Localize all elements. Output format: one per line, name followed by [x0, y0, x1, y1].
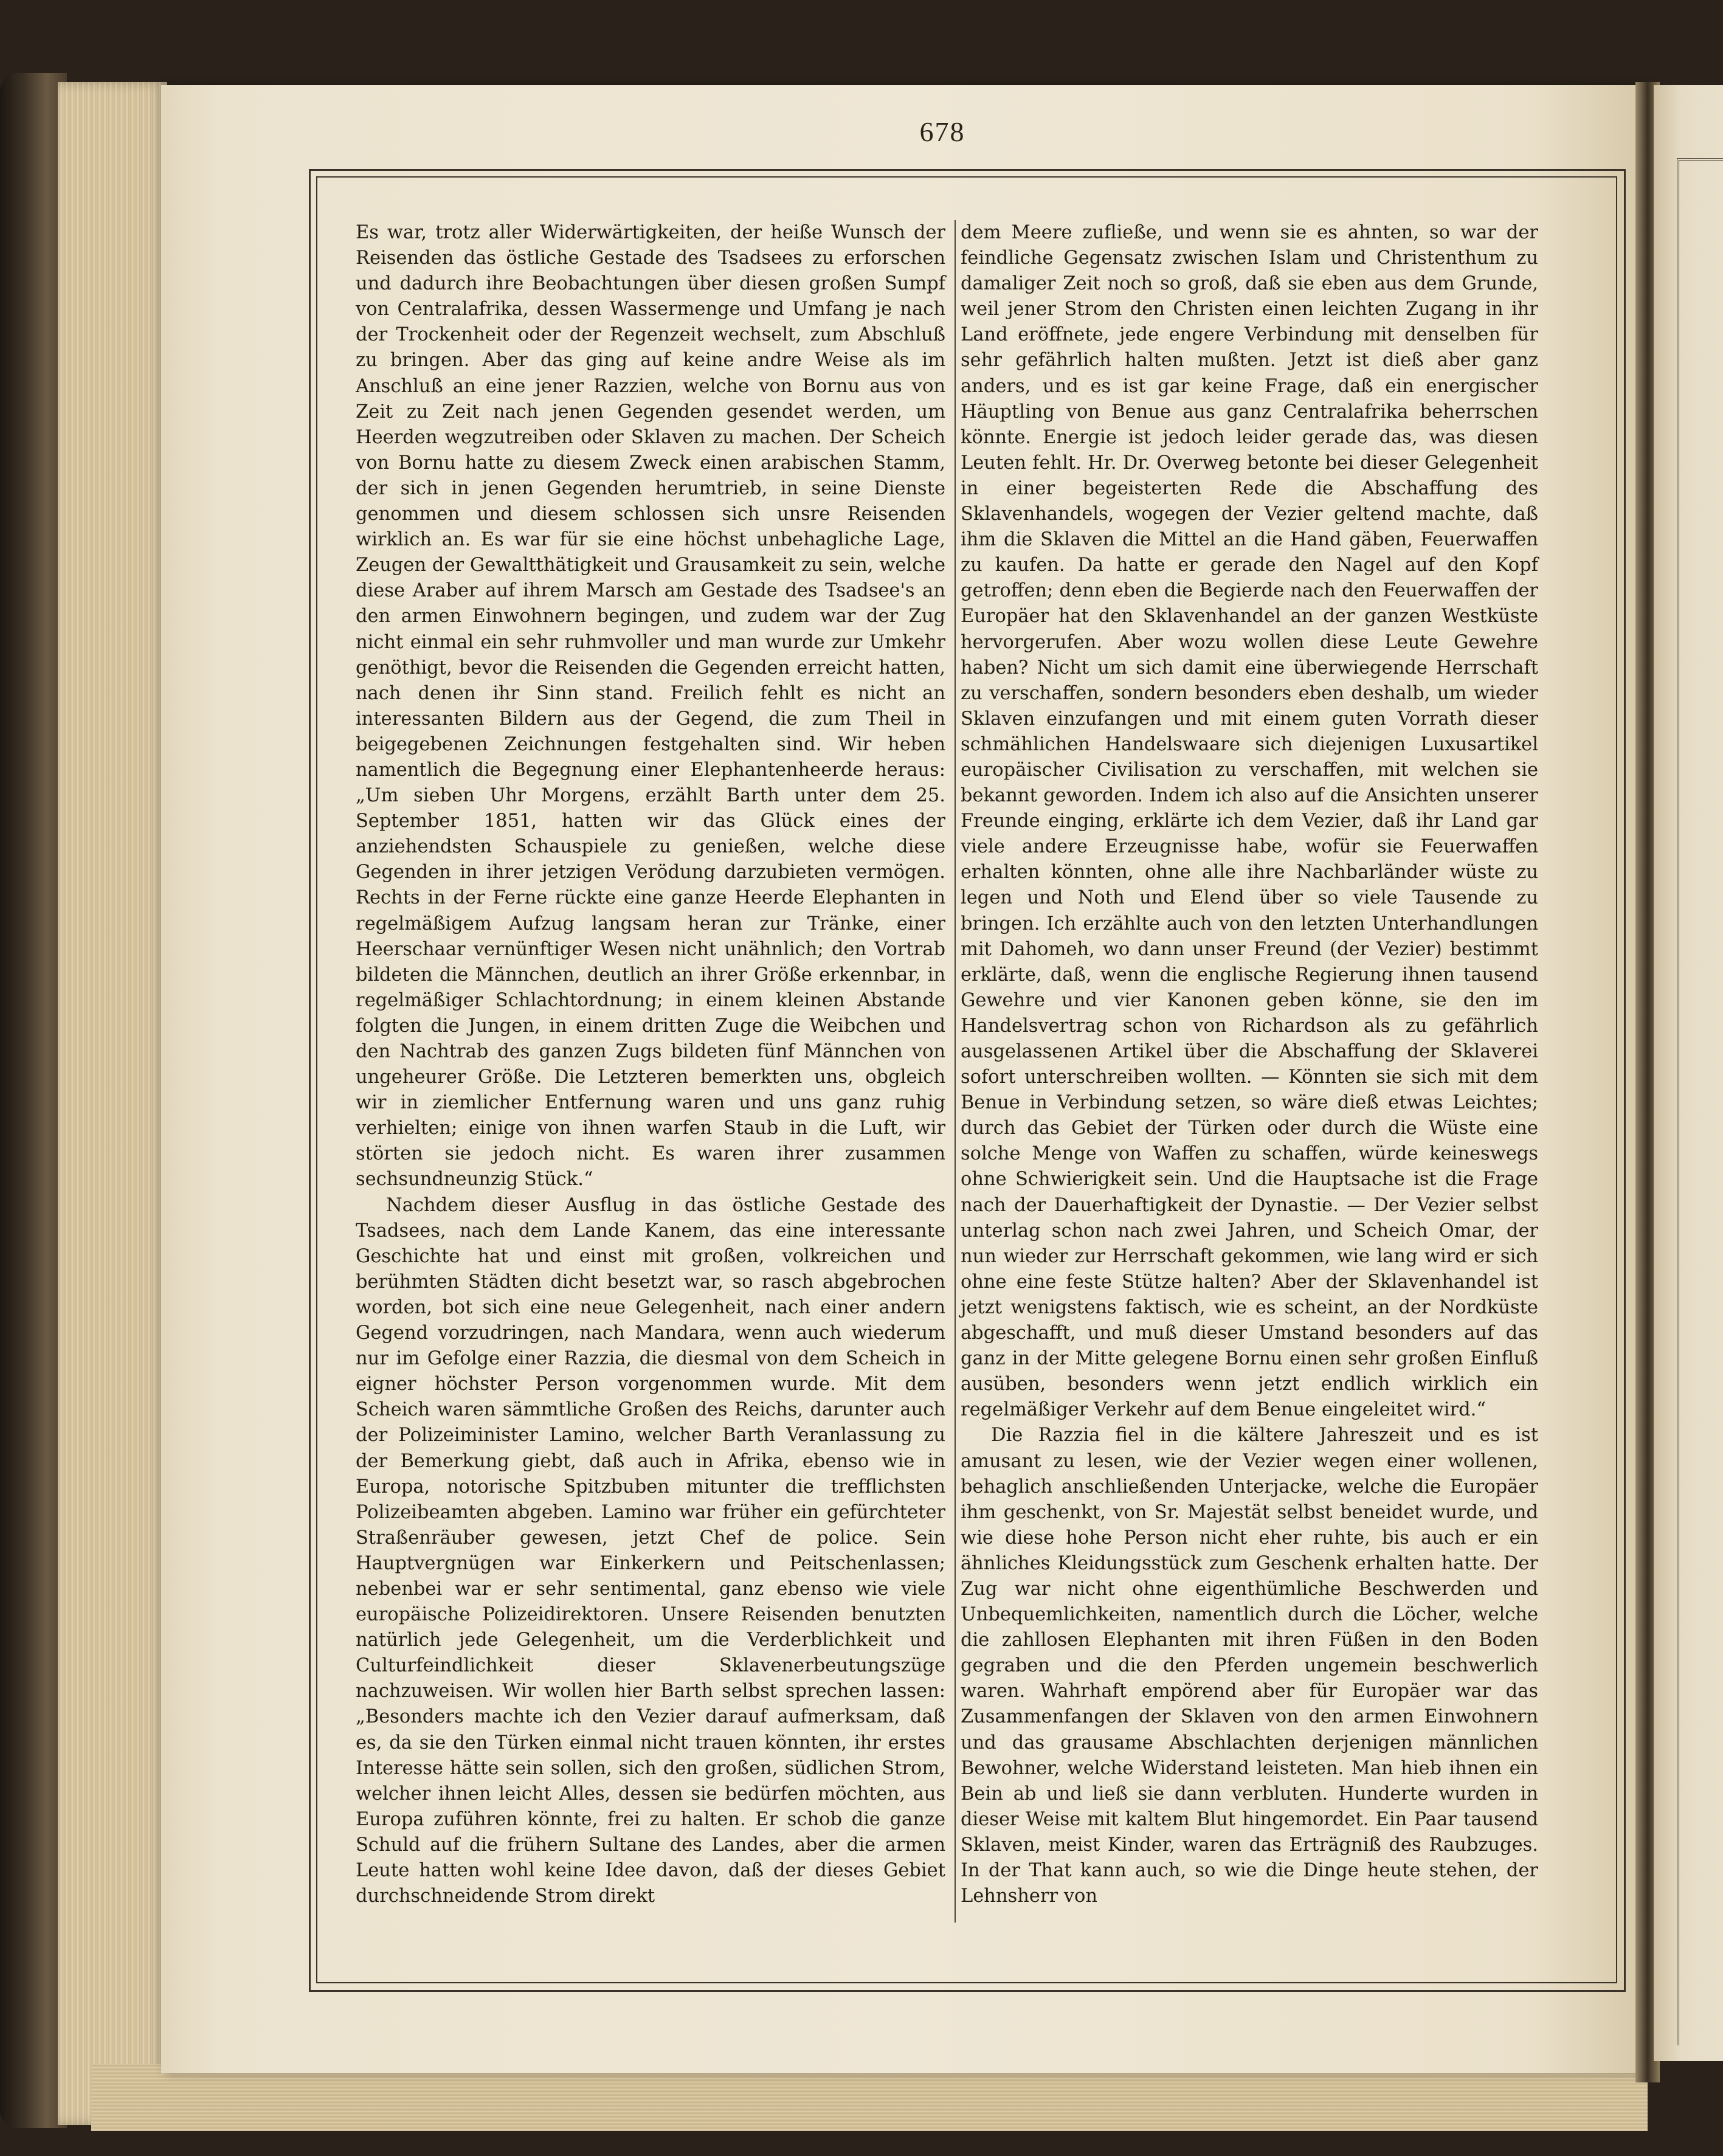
- page-stack-bottom: [91, 2064, 1648, 2131]
- paragraph: Nachdem dieser Ausflug in das östliche Gestade des Tsadsees, nach dem Lande Kanem, das eine interessante Geschichte hat und einst mit großen, volkreichen und berühmten Städten dicht besetzt war, so rasch abgebrochen worden, bot sich eine neue Gelegenheit, nach einer andern Gegend vorzudringen, nach Mandara, wenn auch wiederum nur im Gefolge einer Razzia, die diesmal von dem Scheich in eigner höchster Person vorgenommen wurde. Mit dem Scheich waren sämmtliche Großen des Reichs, darunter auch der Polizeiminister Lamino, welcher Barth Veranlassung zu der Bemerkung giebt, daß auch in Afrika, ebenso wie in Europa, notorische Spitzbuben mitunter die trefflichsten Polizeibeamten abgeben. Lamino war früher ein gefürchteter Straßenräuber gewesen, jetzt Chef de police. Sein Hauptvergnügen war Einkerkern und Peitschenlassen; nebenbei war er sehr sentimental, ganz ebenso wie viele europäische Polizeidirektoren. Unsere Reisenden benutzten natürlich jede Gelegenheit, um die Verderblichkeit und Culturfeindlichkeit dieser Sklavenerbeutungszüge nachzuweisen. Wir wollen hier Barth selbst sprechen lassen: „Besonders machte ich den Vezier darauf aufmerksam, daß es, da sie den Türken einmal nicht trauen könnten, ihr erstes Interesse hätte sein sollen, sich den großen, südlichen Strom, welcher ihnen leicht Alles, dessen sie bedürfen möchten, aus Europa zuführen könnte, frei zu halten. Er schob die ganze Schuld auf die frühern Sultane des Landes, aber die armen Leute hatten wohl keine Idee davon, daß der dieses Gebiet durchschneidende Strom direkt: [356, 1194, 945, 1907]
- book-binding-edge: [0, 73, 67, 2128]
- right-column: [961, 220, 1538, 1909]
- facing-page-frame: [1677, 158, 1723, 2045]
- paragraph: Es war, trotz aller Widerwärtigkeiten, der heiße Wunsch der Reisenden das östliche Gestade des Tsadsees zu erforschen und dadurch ihre Beobachtungen über diesen großen Sumpf von Centralafrika, dessen Wassermenge und Umfang je nach der Trockenheit oder der Regenzeit wechselt, zum Abschluß zu bringen. Aber das ging auf keine andre Weise als im Anschluß an eine jener Razzien, welche von Bornu aus von Zeit zu Zeit nach jenen Gegenden gesendet werden, um Heerden wegzutreiben oder Sklaven zu machen. Der Scheich von Bornu hatte zu diesem Zweck einen arabischen Stamm, der sich in jenen Gegenden herumtrieb, in seine Dienste genommen und diesem schlossen sich unsre Reisenden wirklich an. Es war für sie eine höchst unbehagliche Lage, Zeugen der Gewaltthätigkeit und Grausamkeit zu sein, welche diese Araber auf ihrem Marsch am Gestade des Tsadsee's an den armen Einwohnern begingen, und zudem war der Zug nicht einmal ein sehr ruhmvoller und man wurde zur Umkehr genöthigt, bevor die Reisenden die Gegenden erreicht hatten, nach denen ihr Sinn stand. Freilich fehlt es nicht an interessanten Bildern aus der Gegend, die zum Theil in beigegebenen Zeichnungen festgehalten sind. Wir heben namentlich die Begegnung einer Elephantenheerde heraus: „Um sieben Uhr Morgens, erzählt Barth unter dem 25. September 1851, hatten wir das Glück eines der anziehendsten Schauspiele zu genießen, welche diese Gegenden in ihrer jetzigen Verödung darzubieten vermögen. Rechts in der Ferne rückte eine ganze Heerde Elephanten in regelmäßigem Aufzug langsam heran zur Tränke, einer Heerschaar vernünftiger Wesen nicht unähnlich; den Vortrab bildeten die Männchen, deutlich an ihrer Größe erkennbar, in regelmäßiger Schlachtordnung; in einem kleinen Abstande folgten die Jungen, in einem dritten Zuge die Weibchen und den Nachtrab des ganzen Zugs bildeten fünf Männchen von ungeheurer Größe. Die Letzteren bemerkten uns, obgleich wir in ziemlicher Entfernung waren und uns ganz ruhig verhielten; einige von ihnen warfen Staub in die Luft, wir störten sie jedoch nicht. Es waren ihrer zusammen sechsundneunzig Stück.“: [356, 222, 945, 1190]
- column-divider: [955, 220, 956, 1923]
- page-stack-side: [58, 82, 167, 2125]
- page-number: 678: [919, 116, 965, 147]
- paragraph: dem Meere zufließe, und wenn sie es ahnten, so war der feindliche Gegensatz zwischen Islam und Christenthum zu damaliger Zeit noch so groß, daß sie eben aus dem Grunde, weil jener Strom den Christen einen leichten Zugang in ihr Land eröffnete, jede engere Verbindung mit denselben für sehr gefährlich halten mußten. Jetzt ist dieß aber ganz anders, und es ist gar keine Frage, daß ein energischer Häuptling von Benue aus ganz Centralafrika beherrschen könnte. Energie ist jedoch leider gerade das, was diesen Leuten fehlt. Hr. Dr. Overweg betonte bei dieser Gelegenheit in einer begeisterten Rede die Abschaffung des Sklavenhandels, wogegen der Vezier geltend machte, daß ihm die Sklaven die Mittel an die Hand gäben, Feuerwaffen zu kaufen. Da hatte er gerade den Nagel auf den Kopf getroffen; denn eben die Begierde nach den Feuerwaffen der Europäer hat den Sklavenhandel an der ganzen Westküste hervorgerufen. Aber wozu wollen diese Leute Gewehre haben? Nicht um sich damit eine überwiegende Herrschaft zu verschaffen, sondern besonders eben deshalb, um wieder Sklaven einzufangen und mit einem guten Vorrath dieser schmählichen Handelswaare sich diejenigen Luxusartikel europäischer Civilisation zu verschaffen, mit welchen sie bekannt geworden. Indem ich also auf die Ansichten unserer Freunde einging, erklärte ich dem Vezier, daß ihr Land gar viele andere Erzeugnisse habe, wofür sie Feuerwaffen erhalten könnten, ohne alle ihre Nachbarländer wüste zu legen und Noth und Elend über so viele Tausende zu bringen. Ich erzählte auch von den letzten Unterhandlungen mit Dahomeh, wo dann unser Freund (der Vezier) bestimmt erklärte, daß, wenn die englische Regierung ihnen tausend Gewehre und vier Kanonen geben könne, sie den im Handelsvertrag schon von Richardson als zu gefährlich ausgelassenen Artikel über die Abschaffung der Sklaverei sofort unterschreiben wollten. — Könnten sie sich mit dem Benue in Verbindung setzen, so wäre dieß etwas Leichtes; durch das Gebiet der Türken oder durch die Wüste eine solche Menge von Waffen zu schaffen, würde keineswegs ohne Schwierigkeit sein. Und die Hauptsache ist die Frage nach der Dauerhaftigkeit der Dynastie. — Der Vezier selbst unterlag schon nach zwei Jahren, und Scheich Omar, der nun wieder zur Herrschaft gekommen, wie lang wird er sich ohne eine feste Stütze halten? Aber der Sklavenhandel ist jetzt wenigstens faktisch, wie es scheint, an der Nordküste abgeschafft, und muß dieser Umstand besonders auf das ganz in der Mitte gelegene Bornu einen sehr großen Einfluß ausüben, besonders wenn jetzt endlich wirklich ein regelmäßiger Verkehr auf dem Benue eingeleitet wird.“: [961, 222, 1538, 1421]
- paragraph: Die Razzia fiel in die kältere Jahreszeit und es ist amusant zu lesen, wie der Vezier wegen einer wollenen, behaglich anschließenden Unterjacke, welche die Europäer ihm geschenkt, von Sr. Majestät selbst beneidet wurde, und wie diese hohe Person nicht eher ruhte, bis auch er ein ähnliches Kleidungsstück zum Geschenk erhalten hatte. Der Zug war nicht ohne eigenthümliche Beschwerden und Unbequemlichkeiten, namentlich durch die Löcher, welche die zahllosen Elephanten mit ihren Füßen in den Boden gegraben und die den Pferden ungemein beschwerlich waren. Wahrhaft empörend aber für Europäer war das Zusammenfangen der Sklaven von den armen Einwohnern und das grausame Abschlachten derjenigen männlichen Bewohner, welche Widerstand leisteten. Man hieb ihnen ein Bein ab und ließ sie dann verbluten. Hunderte wurden in dieser Weise mit kaltem Blut hingemordet. Ein Paar tausend Sklaven, meist Kinder, waren das Erträgniß des Raubzuges. In der That kann auch, so wie die Dinge heute stehen, der Lehnsherr von: [961, 1425, 1538, 1907]
- facing-page-edge: [1654, 85, 1723, 2061]
- left-column: [356, 220, 945, 1909]
